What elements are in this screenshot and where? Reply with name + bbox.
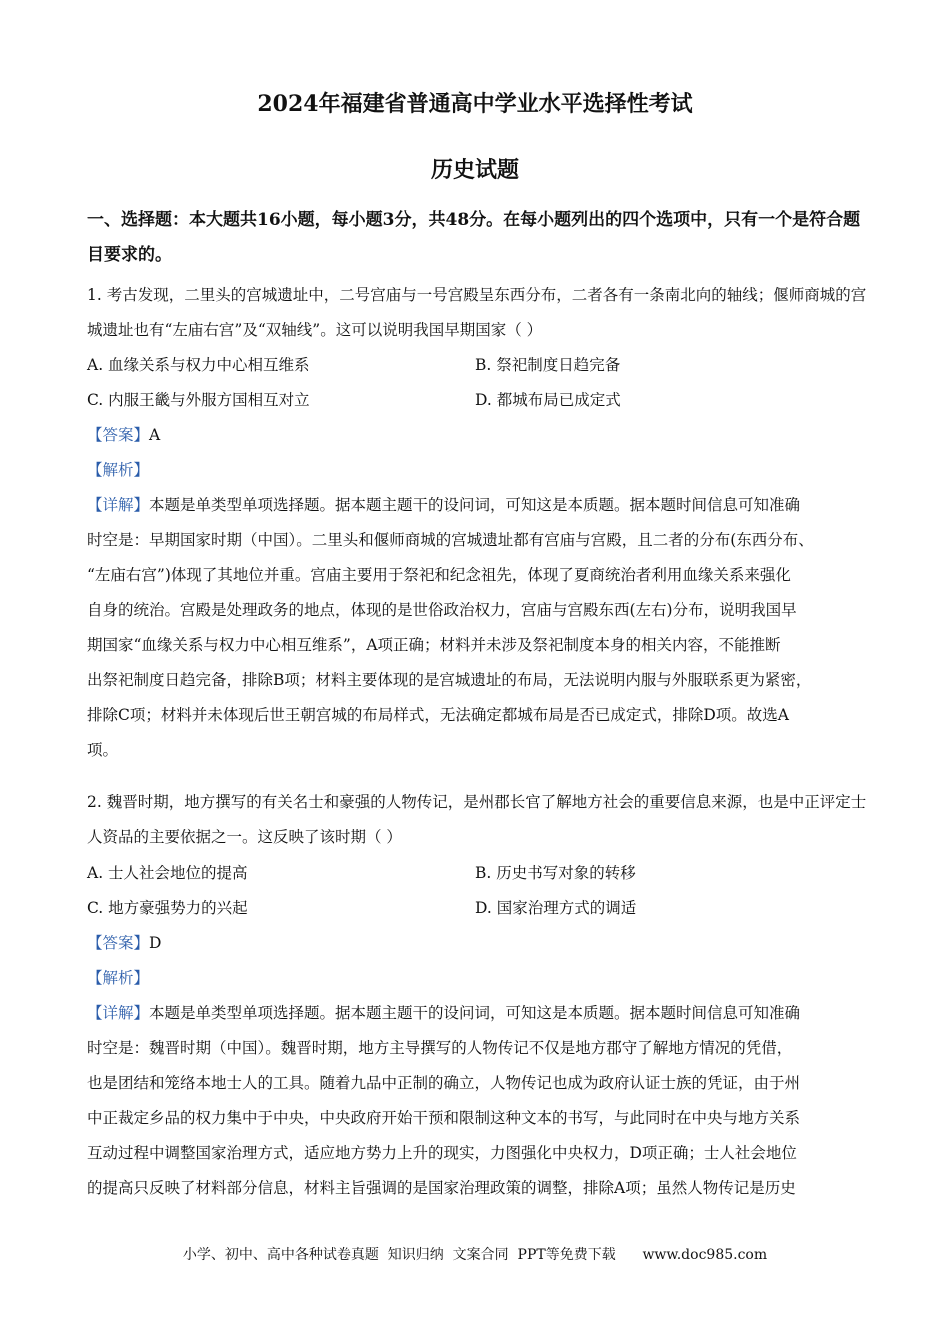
question-1-options-row-2 [87, 383, 877, 418]
q2-answer [87, 926, 161, 961]
q1-option-c: C. 内服王畿与外服方国相互对立 [87, 391, 310, 409]
q1-answer-value: A [149, 426, 161, 444]
q2-answer-value: D [149, 934, 162, 952]
q1-detail-line: 时空是：早期国家时期（中国）。二里头和偃师商城的宫城遗址都有宫庙与宫殿，且二者的分布(东西分布、 [87, 531, 814, 549]
q2-analysis-tag: 【解析】 [87, 969, 150, 987]
q1-detail-line: 【详解】本题是单类型单项选择题。据本题主题干的设问词，可知这是本质题。据本题时间信息可知准确 [87, 496, 801, 514]
q2-detail-line: 也是团结和笼络本地士人的工具。随着九品中正制的确立，人物传记也成为政府认证士族的凭证，由于州 [87, 1074, 801, 1092]
q1-detail-tag: 【详解】 [87, 496, 150, 514]
q2-option-b: B. 历史书写对象的转移 [475, 864, 636, 882]
q1-answer-tag: 【答案】 [87, 426, 150, 444]
q1-analysis-tag: 【解析】 [87, 461, 150, 479]
q2-option-c: C. 地方豪强势力的兴起 [87, 899, 248, 917]
q1-detail-line: 排除C项；材料并未体现后世王朝宫城的布局样式，无法确定都城布局是否已成定式，排除D项。故选A [87, 706, 789, 724]
q2-option-a: A. 士人社会地位的提高 [87, 864, 248, 882]
q1-option-a: A. 血缘关系与权力中心相互维系 [87, 356, 310, 374]
q2-answer-tag: 【答案】 [87, 934, 150, 952]
q1-detail-line: 出祭祀制度日趋完备，排除B项；材料主要体现的是宫城遗址的布局，无法说明内服与外服联系更为紧密， [87, 671, 812, 689]
q2-detail-line: 时空是：魏晋时期（中国）。魏晋时期，地方主导撰写的人物传记不仅是地方郡守了解地方情况的凭借， [87, 1039, 793, 1057]
section-heading: 一、选择题：本大题共16小题，每小题3分，共48分。在每小题列出的四个选项中，只有一个是符合题目要求的。 [87, 210, 861, 265]
q1-detail-line: 期国家“血缘关系与权力中心相互维系”，A项正确；材料并未涉及祭祀制度本身的相关内容，不能推断 [87, 636, 781, 654]
q2-detail-line: 【详解】本题是单类型单项选择题。据本题主题干的设问词，可知这是本质题。据本题时间信息可知准确 [87, 1004, 801, 1022]
q1-option-b: B. 祭祀制度日趋完备 [475, 356, 621, 374]
q2-detail-tag: 【详解】 [87, 1004, 150, 1022]
question-2-options-row-2 [87, 891, 877, 926]
q1-detail-line: “左庙右宫”)体现了其地位并重。宫庙主要用于祭祀和纪念祖先，体现了夏商统治者利用血缘关系来强化 [87, 566, 791, 584]
q1-option-d: D. 都城布局已成定式 [475, 391, 621, 409]
q1-answer [87, 418, 160, 453]
exam-subtitle: 历史试题 [430, 157, 519, 183]
exam-title: 2024年福建省普通高中学业水平选择性考试 [257, 91, 693, 117]
q1-detail-line: 自身的统治。宫殿是处理政务的地点，体现的是世俗政治权力，宫庙与宫殿东西(左右)分布，说明我国早 [87, 601, 797, 619]
q1-detail-line: 项。 [87, 741, 119, 759]
question-1-options-row-1 [87, 348, 877, 383]
q2-option-d: D. 国家治理方式的调适 [475, 899, 637, 917]
page-footer: 小学、初中、高中各种试卷真题 知识归纳 文案合同 PPT等免费下载 www.doc985.com [182, 1247, 768, 1263]
question-2-stem: 2. 魏晋时期，地方撰写的有关名士和豪强的人物传记，是州郡长官了解地方社会的重要信息来源，也是中正评定士人资品的主要依据之一。这反映了该时期（ ） [87, 793, 867, 846]
question-1-stem: 1. 考古发现，二里头的宫城遗址中，二号宫庙与一号宫殿呈东西分布，二者各有一条南北向的轴线；偃师商城的宫城遗址也有“左庙右宫”及“双轴线”。这可以说明我国早期国家（ ） [87, 286, 867, 339]
q2-detail-line: 互动过程中调整国家治理方式，适应地方势力上升的现实，力图强化中央权力，D项正确；士人社会地位 [87, 1144, 797, 1162]
question-2-options-row-1 [87, 856, 877, 891]
q2-detail-line: 中正裁定乡品的权力集中于中央，中央政府开始干预和限制这种文本的书写，与此同时在中央与地方关系 [87, 1109, 801, 1127]
q2-detail-line: 的提高只反映了材料部分信息，材料主旨强调的是国家治理政策的调整，排除A项；虽然人物传记是历史 [87, 1179, 796, 1197]
